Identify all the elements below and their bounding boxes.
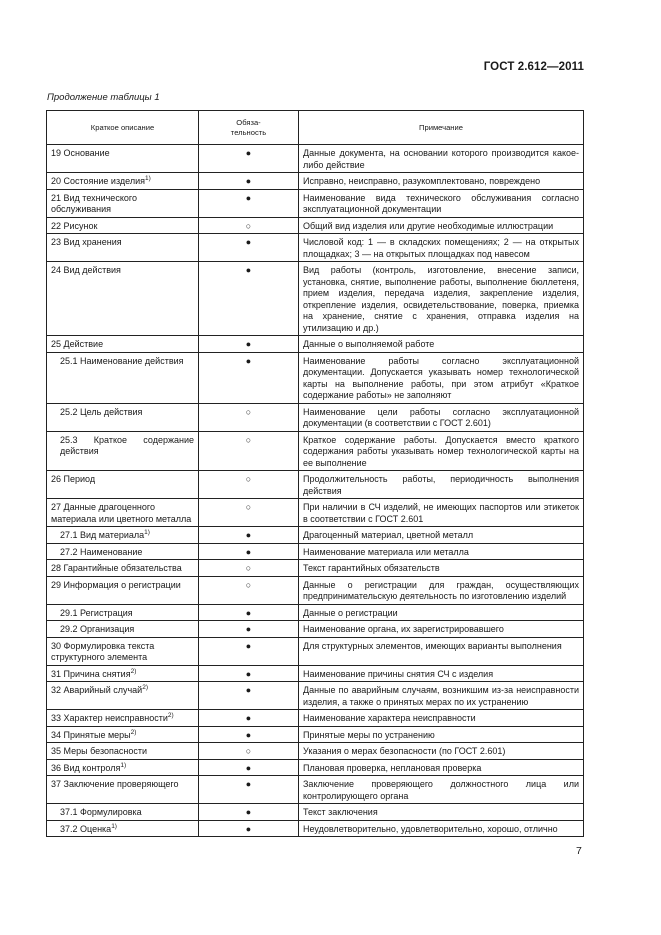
row-description: 25 Действие (47, 336, 199, 353)
mandatory-marker: ● (199, 262, 299, 336)
row-description: 33 Характер неисправности$^{2)}$ (47, 710, 199, 727)
row-description: 29 Информация о регистрации (47, 576, 199, 604)
row-description: 31 Причина снятия$^{2)}$ (47, 665, 199, 682)
table-row (47, 145, 584, 173)
row-description: 27.1 Вид материала$^{1)}$ (47, 527, 199, 544)
row-description: 19 Основание (47, 145, 199, 173)
table-row (47, 336, 584, 353)
row-note: Наименование работы согласно эксплуатационной документации. Допускается указывать номер технологической карты на выполнение работы, при этом атрибут «Краткое содержание работы» не заполняют (299, 352, 584, 403)
row-description: 25.3 Краткое содержание действия (47, 431, 199, 471)
mandatory-marker: ● (199, 234, 299, 262)
row-note: Данные о регистрации (299, 604, 584, 621)
row-note: Числовой код: 1 — в складских помещениях; 2 — на открытых площадках; 3 — на открытых площадках под навесом (299, 234, 584, 262)
table-row (47, 804, 584, 821)
footnote-marker: 1) (111, 822, 117, 830)
table-row (47, 743, 584, 760)
row-note: Краткое содержание работы. Допускается вместо краткого содержания работы указывать номер технологической карты на ее выполнение (299, 431, 584, 471)
row-description: 32 Аварийный случай$^{2)}$ (47, 682, 199, 710)
row-description: 21 Вид технического обслуживания (47, 189, 199, 217)
footnote-marker: 2) (167, 712, 174, 719)
row-note: Драгоценный материал, цветной металл (299, 527, 584, 544)
mandatory-marker: ● (199, 336, 299, 353)
optional-marker: ○ (199, 743, 299, 760)
table-row (47, 173, 584, 190)
row-description: 37.1 Формулировка (47, 804, 199, 821)
footnote-marker: 2) (130, 667, 137, 675)
row-note: Данные документа, на основании которого производится какое-либо действие (299, 145, 584, 173)
optional-marker: ○ (199, 217, 299, 234)
footnote-marker: 1) (120, 761, 127, 769)
row-description: 22 Рисунок (47, 217, 199, 234)
row-description: 37.2 Оценка$^{1)}$ (47, 820, 199, 837)
mandatory-marker: ● (199, 527, 299, 544)
row-note: Наименование причины снятия СЧ с изделия (299, 665, 584, 682)
page-number: 7 (576, 845, 582, 857)
row-note: Вид работы (контроль, изготовление, внесение записи, установка, снятие, выполнение работы, выполнение бюллетеня, прием изделия, передача изделия, закрепление изделия, открепление изделия, освидетельствование, поверка, приемка на хранение, снятие с хранения, отправка изделия на утилизацию и др.) (299, 262, 584, 336)
table-row (47, 262, 584, 336)
row-note: Наименование материала или металла (299, 543, 584, 560)
footnote-marker: 2) (142, 684, 148, 691)
row-note: Данные о регистрации для граждан, осуществляющих предпринимательскую деятельность по изготовлению изделий (299, 576, 584, 604)
row-description: 28 Гарантийные обязательства (47, 560, 199, 577)
row-note: Принятые меры по устранению (299, 726, 584, 743)
row-note: Данные о выполняемой работе (299, 336, 584, 353)
table-caption: Продолжение таблицы 1 (47, 92, 160, 103)
optional-marker: ○ (199, 560, 299, 577)
table-body (47, 145, 584, 837)
table-row (47, 710, 584, 727)
row-note: Для структурных элементов, имеющих варианты выполнения (299, 637, 584, 665)
mandatory-marker: ● (199, 145, 299, 173)
row-note: При наличии в СЧ изделий, не имеющих паспортов или этикеток в соответствии с ГОСТ 2.601 (299, 499, 584, 527)
row-description: 37 Заключение проверяющего (47, 776, 199, 804)
table-row (47, 621, 584, 638)
row-description: 29.2 Организация (47, 621, 199, 638)
row-description: 27 Данные драгоценного материала или цветного металла (47, 499, 199, 527)
footnote-marker: 1) (144, 529, 150, 536)
row-description: 20 Состояние изделия$^{1)}$ (47, 173, 199, 190)
table-row (47, 682, 584, 710)
row-description: 24 Вид действия (47, 262, 199, 336)
mandatory-marker: ● (199, 804, 299, 821)
mandatory-marker: ● (199, 682, 299, 710)
table-row (47, 560, 584, 577)
row-description: 27.2 Наименование (47, 543, 199, 560)
row-note: Плановая проверка, неплановая проверка (299, 759, 584, 776)
mandatory-marker: ● (199, 776, 299, 804)
table-row (47, 527, 584, 544)
table-row (47, 637, 584, 665)
footnote-marker: 1) (145, 175, 151, 182)
row-description: 26 Период (47, 471, 199, 499)
table-row (47, 403, 584, 431)
table-row (47, 471, 584, 499)
table-row (47, 776, 584, 804)
row-note: Наименование характера неисправности (299, 710, 584, 727)
optional-marker: ○ (199, 471, 299, 499)
mandatory-marker: ● (199, 710, 299, 727)
standard-designation: ГОСТ 2.612—2011 (483, 61, 584, 73)
row-note: Наименование цели работы согласно эксплуатационной документации (в соответствии с ГОСТ 2.601) (299, 403, 584, 431)
mandatory-marker: ● (199, 726, 299, 743)
row-note: Текст заключения (299, 804, 584, 821)
row-note: Исправно, неисправно, разукомплектовано, повреждено (299, 173, 584, 190)
mandatory-marker: ● (199, 543, 299, 560)
mandatory-marker: ● (199, 189, 299, 217)
row-description: 36 Вид контроля$^{1)}$ (47, 759, 199, 776)
mandatory-marker: ● (199, 352, 299, 403)
row-note: Неудовлетворительно, удовлетворительно, хорошо, отлично (299, 820, 584, 837)
row-description: 30 Формулировка текста структурного элемента (47, 637, 199, 665)
table-row (47, 189, 584, 217)
row-note: Продолжительность работы, периодичность выполнения действия (299, 471, 584, 499)
row-note: Общий вид изделия или другие необходимые иллюстрации (299, 217, 584, 234)
header-required: Обяза- тельность (199, 111, 299, 145)
mandatory-marker: ● (199, 173, 299, 190)
mandatory-marker: ● (199, 759, 299, 776)
table-row (47, 576, 584, 604)
row-description: 29.1 Регистрация (47, 604, 199, 621)
table-row (47, 499, 584, 527)
mandatory-marker: ● (199, 621, 299, 638)
row-description: 25.1 Наименование действия (47, 352, 199, 403)
mandatory-marker: ● (199, 637, 299, 665)
row-note: Заключение проверяющего должностного лица или контролирующего органа (299, 776, 584, 804)
footnote-marker: 2) (130, 728, 137, 736)
row-note: Данные по аварийным случаям, возникшим из-за неисправности изделия, а также о принятых мерах по их устранению (299, 682, 584, 710)
table-row (47, 665, 584, 682)
row-note: Указания о мерах безопасности (по ГОСТ 2.601) (299, 743, 584, 760)
row-description: 35 Меры безопасности (47, 743, 199, 760)
row-note: Текст гарантийных обязательств (299, 560, 584, 577)
table-row (47, 217, 584, 234)
mandatory-marker: ● (199, 820, 299, 837)
attributes-table (46, 110, 584, 837)
optional-marker: ○ (199, 431, 299, 471)
header-description: Краткое описание (47, 111, 199, 145)
table-row (47, 820, 584, 837)
table-row (47, 352, 584, 403)
table-row (47, 431, 584, 471)
header-note: Примечание (299, 111, 584, 145)
row-description: 25.2 Цель действия (47, 403, 199, 431)
optional-marker: ○ (199, 576, 299, 604)
row-description: 23 Вид хранения (47, 234, 199, 262)
mandatory-marker: ● (199, 665, 299, 682)
row-note: Наименование вида технического обслуживания согласно эксплуатационной документации (299, 189, 584, 217)
table-row (47, 726, 584, 743)
table-row (47, 759, 584, 776)
table-header-row (47, 111, 584, 145)
row-note: Наименование органа, их зарегистрировавшего (299, 621, 584, 638)
optional-marker: ○ (199, 403, 299, 431)
mandatory-marker: ● (199, 604, 299, 621)
row-description: 34 Принятые меры$^{2)}$ (47, 726, 199, 743)
optional-marker: ○ (199, 499, 299, 527)
table-row (47, 234, 584, 262)
table-row (47, 604, 584, 621)
table-row (47, 543, 584, 560)
